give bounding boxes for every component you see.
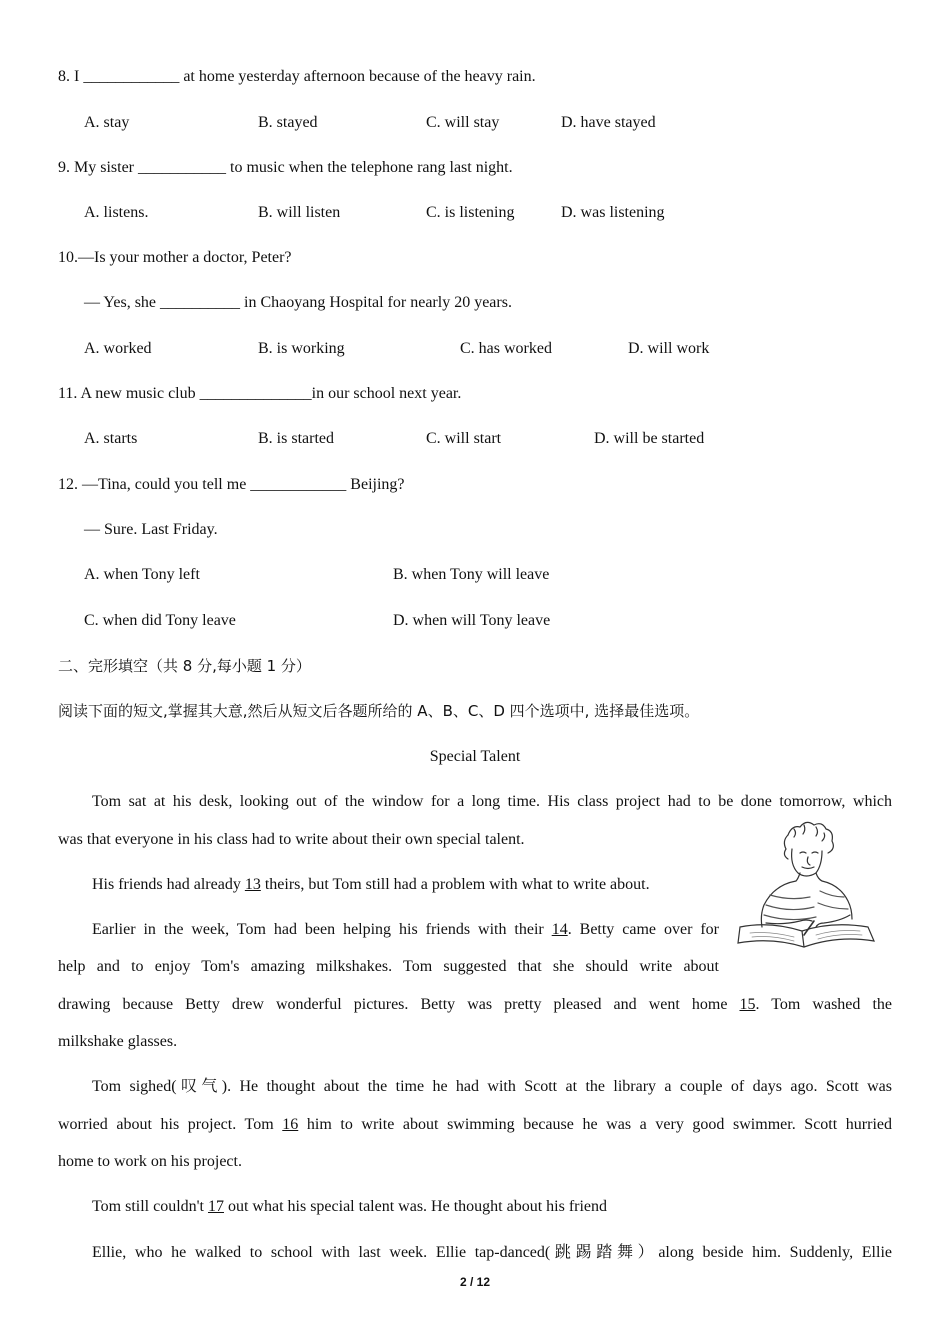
section-instruction: 阅读下面的短文,掌握其大意,然后从短文后各题所给的 A、B、C、D 四个选项中, 选择最佳选项。: [58, 702, 700, 720]
q8-option-c: C. will stay: [426, 114, 500, 131]
q10-option-b: B. is working: [258, 340, 345, 357]
blank-13: 13: [244, 876, 261, 893]
q9-option-c: C. is listening: [426, 204, 515, 221]
passage-p3-line4: milkshake glasses.: [58, 1033, 178, 1050]
question-12-reply: — Sure. Last Friday.: [84, 521, 218, 538]
passage-p4-line2: worried about his project. Tom 16 him to write about swimming because he was a very good swimmer. Scott hurried: [58, 1116, 893, 1133]
passage-p5: Tom still couldn't 17 out what his special talent was. He thought about his friend: [92, 1198, 608, 1215]
question-10-reply: — Yes, she __________ in Chaoyang Hospital for nearly 20 years.: [84, 294, 512, 311]
blank-14: 14: [551, 921, 568, 938]
q10-option-a: A. worked: [84, 340, 152, 357]
passage-p2: His friends had already 13 theirs, but Tom still had a problem with what to write about.: [92, 876, 650, 893]
passage-p6: Ellie, who he walked to school with last week. Ellie tap-danced(跳踢踏舞）along beside him. Suddenly, Ellie: [92, 1244, 892, 1261]
q9-option-d: D. was listening: [561, 204, 665, 221]
q11-option-a: A. starts: [84, 430, 138, 447]
q11-option-d: D. will be started: [594, 430, 705, 447]
passage-p1-line1: Tom sat at his desk, looking out of the window for a long time. His class project had to be done tomorrow, which: [92, 793, 892, 810]
question-8-stem: 8. I ____________ at home yesterday afternoon because of the heavy rain.: [58, 68, 536, 85]
blank-17: 17: [207, 1198, 224, 1215]
passage-p4-line1: Tom sighed(叹气). He thought about the time he had with Scott at the library a couple of days ago. Scott was: [92, 1078, 892, 1095]
passage-p3-line1: Earlier in the week, Tom had been helping his friends with their 14. Betty came over for: [92, 921, 719, 938]
q9-option-b: B. will listen: [258, 204, 341, 221]
section-heading: 二、完形填空（共 8 分,每小题 1 分）: [58, 657, 311, 675]
q12-option-a: A. when Tony left: [84, 566, 200, 583]
question-10-stem: 10.—Is your mother a doctor, Peter?: [58, 249, 292, 266]
q12-option-d: D. when will Tony leave: [393, 612, 551, 629]
q8-option-b: B. stayed: [258, 114, 318, 131]
passage-p3-line3: drawing because Betty drew wonderful pictures. Betty was pretty pleased and went home 15. Tom washed the: [58, 996, 893, 1013]
q11-option-b: B. is started: [258, 430, 334, 447]
question-11-stem: 11. A new music club ______________in our school next year.: [58, 385, 462, 402]
blank-16: 16: [282, 1116, 299, 1133]
blank-15: 15: [739, 996, 756, 1013]
q12-option-b: B. when Tony will leave: [393, 566, 550, 583]
q8-option-d: D. have stayed: [561, 114, 656, 131]
passage-p1-line2: was that everyone in his class had to write about their own special talent.: [58, 831, 525, 848]
passage-p3-line2: help and to enjoy Tom's amazing milkshakes. Tom suggested that she should write about: [58, 958, 719, 975]
q8-option-a: A. stay: [84, 114, 130, 131]
question-12-stem: 12. —Tina, could you tell me ____________ Beijing?: [58, 476, 405, 493]
q10-option-d: D. will work: [628, 340, 710, 357]
page-number: 2 / 12: [459, 1275, 491, 1289]
q10-option-c: C. has worked: [460, 340, 552, 357]
passage-title: Special Talent: [429, 748, 521, 765]
question-9-stem: 9. My sister ___________ to music when the telephone rang last night.: [58, 159, 513, 176]
boy-writing-illustration: [730, 815, 880, 950]
q9-option-a: A. listens.: [84, 204, 149, 221]
passage-p4-line3: home to work on his project.: [58, 1153, 242, 1170]
q12-option-c: C. when did Tony leave: [84, 612, 236, 629]
q11-option-c: C. will start: [426, 430, 502, 447]
